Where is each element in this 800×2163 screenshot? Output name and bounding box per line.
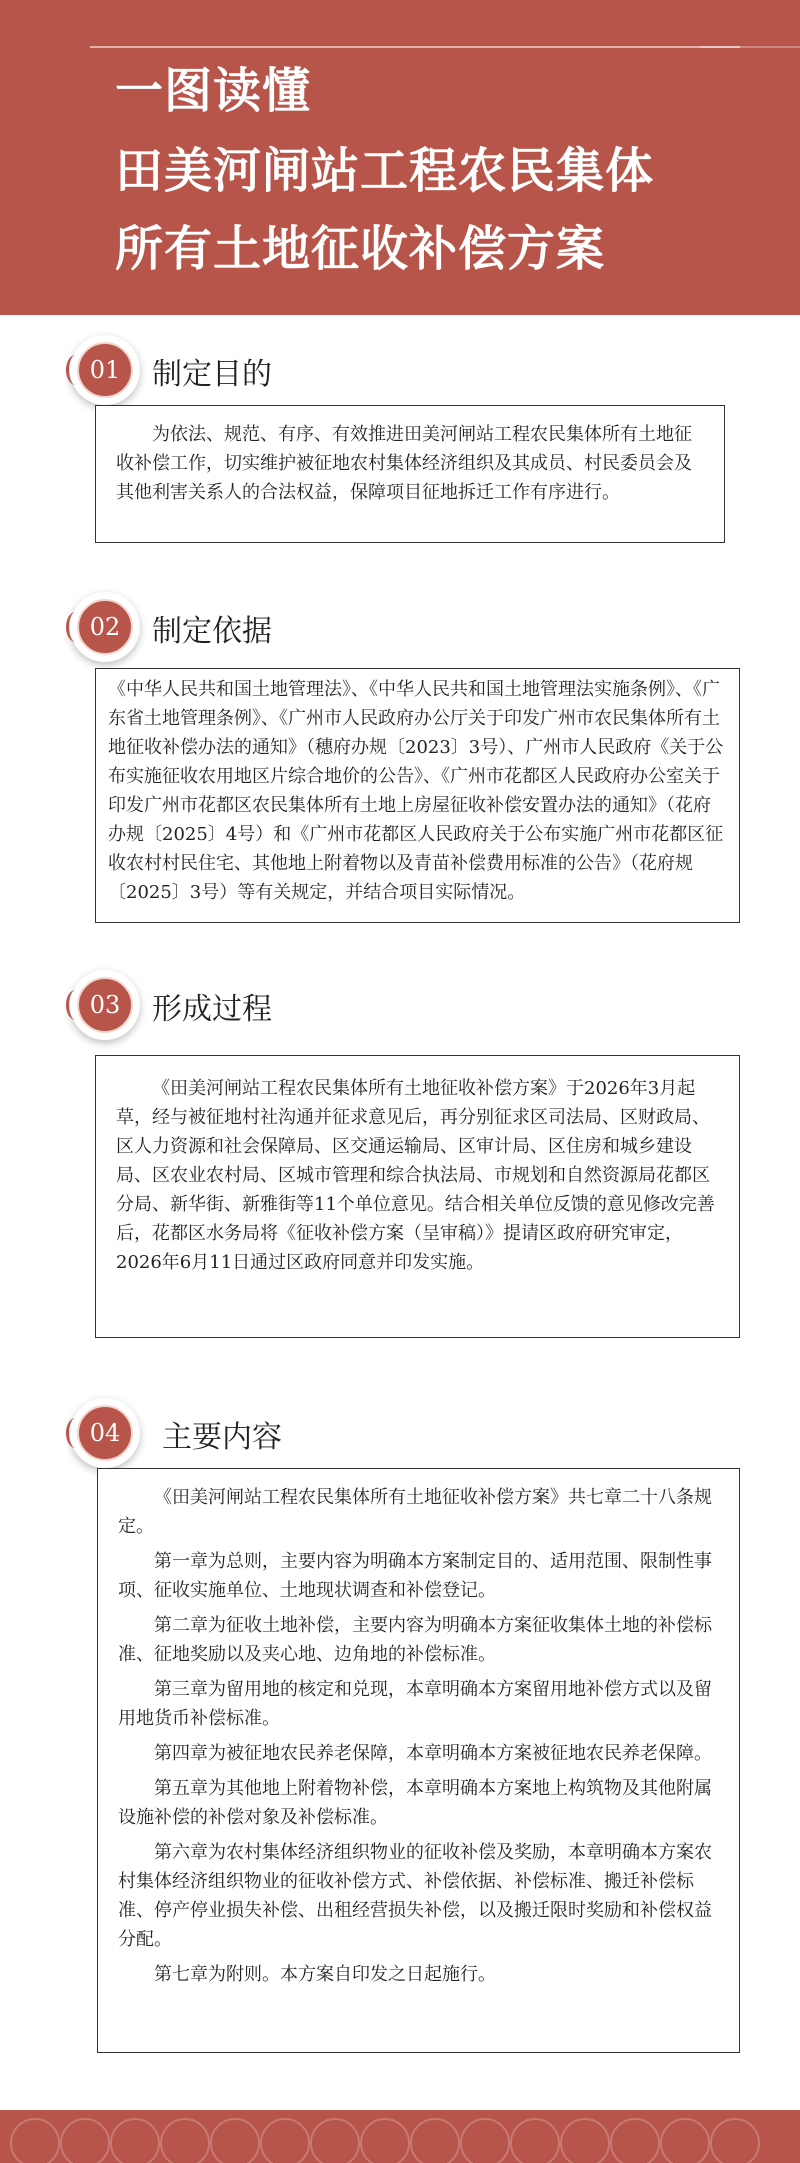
wave-pattern-icon xyxy=(710,2118,760,2163)
paragraph: 第二章为征收土地补偿，主要内容为明确本方案征收集体土地的补偿标准、征地奖励以及夹心地、边角地的补偿标准。 xyxy=(118,1615,712,1665)
wave-pattern-icon xyxy=(110,2118,160,2163)
wave-pattern-icon xyxy=(660,2118,710,2163)
paragraph: 第一章为总则，主要内容为明确本方案制定目的、适用范围、限制性事项、征收实施单位、土地现状调查和补偿登记。 xyxy=(118,1551,712,1601)
wave-pattern-icon xyxy=(560,2118,610,2163)
wave-pattern-icon xyxy=(460,2118,510,2163)
banner-title-line-3: 所有土地征收补偿方案 xyxy=(115,221,606,277)
section-number: 04 xyxy=(77,1405,133,1461)
section-number-badge xyxy=(70,1398,140,1468)
header-banner xyxy=(0,0,800,315)
footer-band xyxy=(0,2110,800,2163)
section-03-content xyxy=(95,1055,740,1338)
banner-title-line-2: 田美河闸站工程农民集体 xyxy=(115,143,655,199)
paragraph: 第六章为农村集体经济组织物业的征收补偿及奖励，本章明确本方案农村集体经济组织物业的征收补偿方式、补偿依据、补偿标准、搬迁补偿标准、停产停业损失补偿、出租经营损失补偿，以及搬迁限时奖励和补偿权益分配。 xyxy=(118,1842,712,1950)
paragraph: 第四章为被征地农民养老保障，本章明确本方案被征地农民养老保障。 xyxy=(154,1743,712,1764)
wave-pattern-icon xyxy=(160,2118,210,2163)
banner-divider-right xyxy=(700,46,800,48)
section-number-badge xyxy=(70,335,140,405)
section-02-content xyxy=(95,668,740,923)
paragraph: 《田美河闸站工程农民集体所有土地征收补偿方案》共七章二十八条规定。 xyxy=(118,1487,712,1537)
wave-pattern-icon xyxy=(510,2118,560,2163)
wave-pattern-icon xyxy=(210,2118,260,2163)
paragraph: 为依法、规范、有序、有效推进田美河闸站工程农民集体所有土地征收补偿工作，切实维护被征地农村集体经济组织及其成员、村民委员会及其他利害关系人的合法权益，保障项目征地拆迁工作有序进行。 xyxy=(116,424,692,503)
paragraph: 《田美河闸站工程农民集体所有土地征收补偿方案》于2026年3月起草，经与被征地村社沟通并征求意见后，再分别征求区司法局、区财政局、区人力资源和社会保障局、区交通运输局、区审计局、区住房和城乡建设局、区农业农村局、区城市管理和综合执法局、市规划和自然资源局花都区分局、新华街、新雅街等11个单位意见。结合相关单位反馈的意见修改完善后，花都区水务局将《征收补偿方案（呈审稿）》提请区政府研究审定，2026年6月11日通过区政府同意并印发实施。 xyxy=(116,1078,715,1273)
wave-pattern-icon xyxy=(310,2118,360,2163)
paragraph: 第三章为留用地的核定和兑现，本章明确本方案留用地补偿方式以及留用地货币补偿标准。 xyxy=(118,1679,712,1729)
banner-title-line-1: 一图读懂 xyxy=(115,63,312,119)
wave-pattern-icon xyxy=(260,2118,310,2163)
wave-pattern-icon xyxy=(410,2118,460,2163)
section-number-badge xyxy=(70,970,140,1040)
section-number: 02 xyxy=(77,599,133,655)
section-title: 主要内容 xyxy=(162,1420,282,1455)
wave-pattern-icon xyxy=(60,2118,110,2163)
paragraph: 第七章为附则。本方案自印发之日起施行。 xyxy=(154,1964,496,1985)
section-title: 制定依据 xyxy=(152,614,272,649)
section-number-badge xyxy=(70,592,140,662)
section-number: 03 xyxy=(77,977,133,1033)
wave-pattern-icon xyxy=(10,2118,60,2163)
section-title: 制定目的 xyxy=(152,357,272,392)
wave-pattern-icon xyxy=(610,2118,660,2163)
paragraph: 《中华人民共和国土地管理法》、《中华人民共和国土地管理法实施条例》、《广东省土地管理条例》、《广州市人民政府办公厅关于印发广州市农民集体所有土地征收补偿办法的通知》（穗府办规〔2023〕3号）、广州市人民政府《关于公布实施征收农用地区片综合地价的公告》、《广州市花都区人民政府办公室关于印发广州市花都区农民集体所有土地上房屋征收补偿安置办法的通知》（花府办规〔2025〕4号）和《广州市花都区人民政府关于公布实施广州市花都区征收农村村民住宅、其他地上附着物以及青苗补偿费用标准的公告》（花府规〔2025〕3号）等有关规定，并结合项目实际情况。 xyxy=(108,679,724,903)
wave-pattern-icon xyxy=(360,2118,410,2163)
section-number: 01 xyxy=(77,342,133,398)
banner-divider xyxy=(90,46,740,48)
section-04-content xyxy=(97,1468,740,2053)
paragraph: 第五章为其他地上附着物补偿，本章明确本方案地上构筑物及其他附属设施补偿的补偿对象及补偿标准。 xyxy=(118,1778,712,1828)
section-01-content xyxy=(95,405,725,543)
section-title: 形成过程 xyxy=(152,992,272,1027)
